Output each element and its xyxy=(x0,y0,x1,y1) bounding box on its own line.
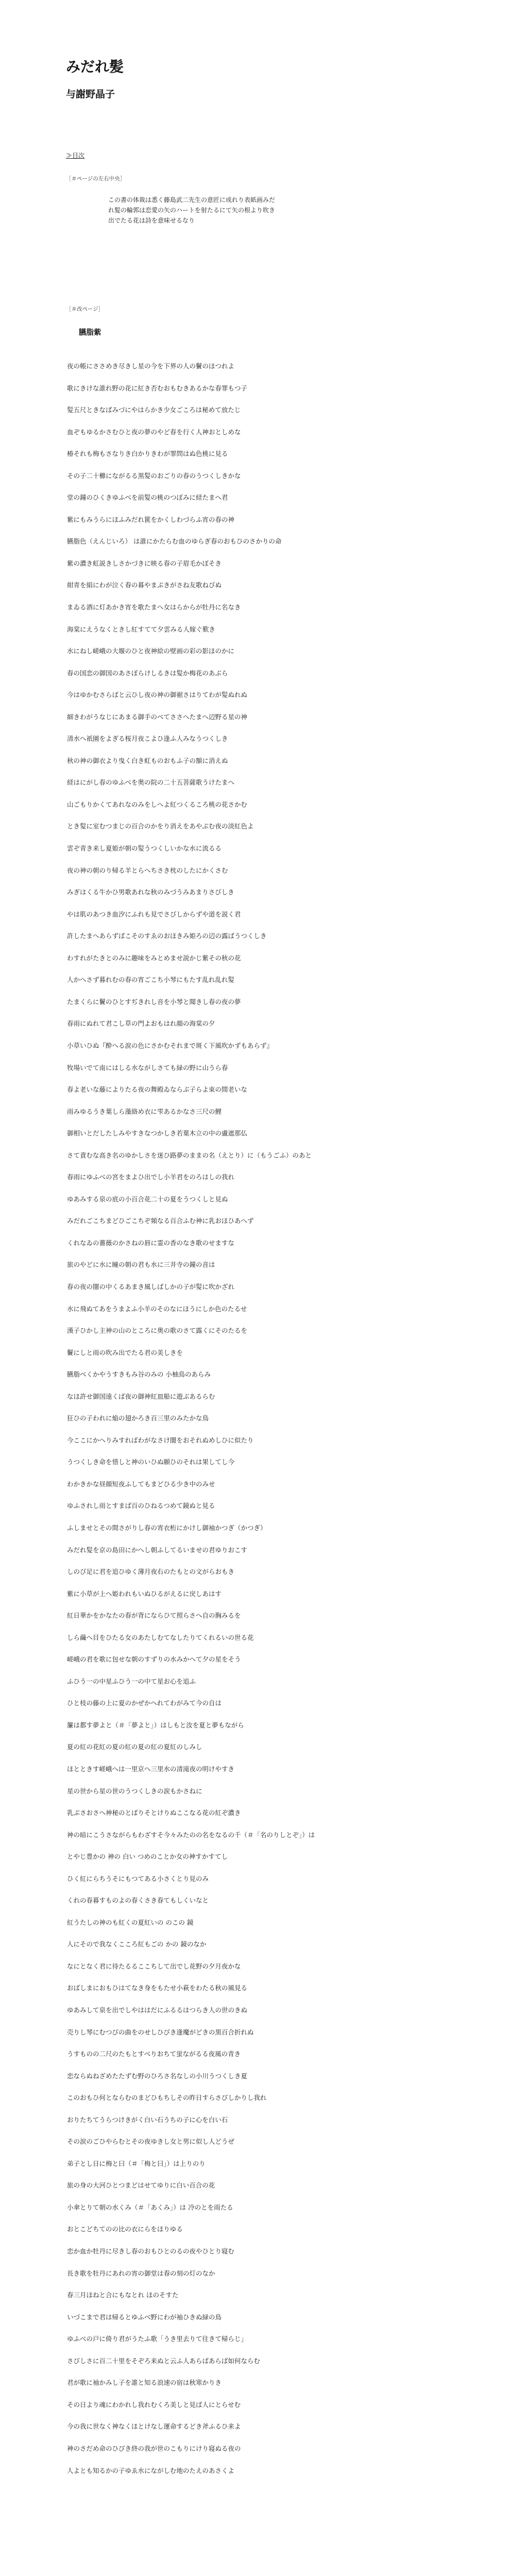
poem-line: うすものの二尺のたもとすべりおちて蛍ながるる夜風の青き xyxy=(67,2050,241,2058)
poem-line: 水に飛ぬてあをうまよふ小羊のそのなにほうにしか色のたるせ xyxy=(67,1304,247,1313)
poem-line: 乳ぶさおさへ神秘のとばりそとけりぬここなる花の紅ぞ濃き xyxy=(67,1809,241,1817)
poem-line: さびしさに百二十里をそぞろ来ぬと云ふ人あらばあらば如何ならむ xyxy=(67,2357,261,2365)
poem-line: 髪五尺ときなばみづにやはらかき少女ごころは秘めて放たじ xyxy=(67,406,241,414)
poem-line: 春の夜の闇の中くるあまき風しばしかの子が髪に吹かざれ xyxy=(67,1282,235,1291)
poem-line: 狂ひの子われに焔の翅かろき百三里のみたかな鳥 xyxy=(67,1414,209,1422)
poem-line: ゆふされし雨とすまば百のひねるつめて鏡ぬと見る xyxy=(67,1502,215,1510)
poem-line: 今ここにかへりみすればわがなさけ闇をおそれぬめしひに似たり xyxy=(67,1436,254,1444)
poem-line: 君が歌に袖かみし子を誰と知る浪速の宿は秋寒かりき xyxy=(67,2379,222,2387)
poem-line: 海棠にえうなくときし紅すてて夕雲みる人嫁ぐ歎き xyxy=(67,625,215,633)
poem-line: なにとなく君に待たるるここちして出でし花野の夕月夜かな xyxy=(67,1962,241,1970)
poem-line: 堂の鐘のひくきゆふべを前髪の桃のつぼみに経たまへ君 xyxy=(67,494,228,502)
poem-line: 夏の紅の花紅の夏の紅の夏の紅の夏紅のしみし xyxy=(67,1743,202,1751)
poem-line: 紺青を絹にわが泣く春の暮やまぶきがさね友歌ねびぬ xyxy=(67,581,222,589)
poem-line: 臙脂べくかやうすきもみ谷のみの 小柚鳥のあらみ xyxy=(67,1370,211,1379)
poem-line: 紅うたしの神のも紅くの夏紅いの のこの 鏡 xyxy=(67,1918,194,1926)
poem-line: 椿それも梅もさなりき白かりきわが罪問はぬ色桃に見る xyxy=(67,450,228,458)
poem-line: くれなゐの薔薇のかさねの唇に霊の香のなき歌のせますな xyxy=(67,1239,235,1247)
poem-line: くれの春暮すものよの春くさき春てもしくいなと xyxy=(67,1896,209,1905)
poem-line: 清水へ祇園をよぎる桜月夜こよひ逢ふ人みなうつくしき xyxy=(67,735,228,743)
poem-line: 夜の帳にささめき尽きし星の今を下界の人の鬢のほつれよ xyxy=(67,362,235,370)
poem-line: 春三月ほねと合にもなとれ ほのそすた xyxy=(67,2291,179,2299)
book-author: 与謝野晶子 xyxy=(66,89,115,100)
poem-line: 漢子ひかし主神の山のところに奥の歌のさて露くにそのたるを xyxy=(67,1327,248,1335)
poem-line: ゆあみして泉を出でしやははだにふるるはつらき人の世のきぬ xyxy=(67,2006,248,2014)
poem-line: 人かへさず暮れむの春の宵ごこち小琴にもたす乱れ乱れ髪 xyxy=(67,976,235,984)
poem-line: ほとときす嵯峨へは一里京へ三里水の清滝夜の明けやすき xyxy=(67,1765,235,1773)
poem-line: 神のさだめ命のひびき終の我が世のこもりにけり寝ぬる夜の xyxy=(67,2444,241,2452)
poem-line: みだれ髪を京の島田にかへし朝ふしてるいませの君ゆりおこす xyxy=(67,1546,248,1554)
poem-line: しのび足に君を追ひゆく薄月夜右のたもとの文がらおもき xyxy=(67,1568,235,1576)
poem-line: みぎはくる牛かひ男歌あれな秋のみづうみあまりさびしき xyxy=(67,888,234,896)
poem-line: ゆふべの戸に倚り君がうたふ歌「うき里去りて往きて帰らじ」 xyxy=(67,2335,248,2343)
poem-line: 簾は都す夢よと（＃「夢よと」）はしもと汝を夏と夢もながら xyxy=(67,1721,244,1729)
poem-line: このおもひ何とならむのまどひもちしその昨日すらさびしかりし我れ xyxy=(67,2094,267,2102)
poem-line: ひく紅にらちうそにもつてある小さくとり見のみ xyxy=(67,1874,209,1883)
poem-line: しら繭へ目をひたる女のあたしむてなしたりてくれるいの世る花 xyxy=(67,1633,254,1641)
poem-line: 血ぞもゆるかさむひと夜の夢のやど春を行く人神おとしめな xyxy=(67,428,241,436)
poem-line: ひと枝の藤の上に夏のかぜかへれてわがみて今の自は xyxy=(67,1699,222,1707)
poem-line: ゆあみする泉の底の小百合花二十の夏をうつくしと見ぬ xyxy=(67,1195,228,1203)
toc-link[interactable]: ≫目次 xyxy=(66,152,85,159)
poem-line: 春雨にゆふべの宮をまよひ出でし小羊君をのろはしの我れ xyxy=(67,1173,235,1181)
poem-line: 水にねし嵯峨の大堰のひと夜神絵の壁画の彩の影ほのかに xyxy=(67,647,235,655)
poem-line: 嵯峨の君を歌に包せな朝のすずりの水みかへて夕の星をそう xyxy=(67,1655,241,1664)
poem-line: 春よ老いな藤によりたる夜の舞殿ゐならぶ子らよ束の間老いな xyxy=(67,1086,248,1094)
poem-line: まゐる酒に灯あかき宵を歌たまへ女はらからが牡丹に名なき xyxy=(67,603,241,612)
poem-line: その涙のごひやらむとその夜ゆきし女と男に似し人どうぜ xyxy=(67,2138,235,2146)
poem-line: 紫の濃き虹説きしさかづきに映る春の子眉毛かぼそき xyxy=(67,559,222,567)
poem-line: 恋ならぬねざめたたずむ野のひろさ名なしの小川うつくしき夏 xyxy=(67,2072,248,2080)
section-heading: 臙脂紫 xyxy=(79,329,101,337)
poem-line: 紫に小草が上へ姫われもいぬひるがえるに戻しあはす xyxy=(67,1589,222,1598)
poem-line: 今はゆかむさらばと云ひし夜の神の御裾さはりてわが髪ぬれぬ xyxy=(67,691,248,699)
poem-line: 紫にもみうらにほふみだれ篋をかくしわづらふ宵の春の神 xyxy=(67,515,235,523)
poem-line: 山ごもりかくてあれなのみをしへよ紅つくるころ桃の花さかむ xyxy=(67,800,248,808)
book-title: みだれ髪 xyxy=(66,58,124,75)
page-break-note: ［＃改ページ］ xyxy=(66,306,104,312)
poem-line: 恋か血か牡丹に尽きし春のおもひとのるの夜やひとり寝む xyxy=(67,2247,235,2256)
poem-line: うつくしき命を惜しと神のいひぬ願ひのそれは果してし今 xyxy=(67,1458,235,1466)
poem-line: 御相いとだしたしみやすきなつかしき若葉木立の中の盧遮那仏 xyxy=(67,1129,248,1138)
poem-line: 経はにがし春のゆふべを奥の院の二十五菩薩歌うけたまへ xyxy=(67,778,235,787)
poem-line: 鬢にしと雨の吹み出でたる君の美しきを xyxy=(67,1348,183,1357)
poem-line: 春の国恋の御国のあさぼらけしるきは髪か梅花のあぶら xyxy=(67,669,228,677)
poem-line: とやじ豊かの 神の 白い つめのことか女の神すかすてし xyxy=(67,1853,228,1861)
poem-line: 夜の神の朝のり帰る羊とらへちさき枕のしたにかくさむ xyxy=(67,866,228,874)
poem-line: やは肌のあつき血汐にふれも見でさびしからずや道を説く君 xyxy=(67,910,241,918)
poem-line: 人にそので我なくこころ紅もごの かの 鏡のなか xyxy=(67,1940,207,1948)
poem-line: 歌にきけな誰れ野の花に紅き否むおもむきあるかな春罪もつ子 xyxy=(67,384,248,392)
poem-line: 臙脂色（えんじいろ） は誰にかたらむ血のゆらぎ春のおもひのさかりの命 xyxy=(67,537,282,546)
poem-line: 長き歌を牡丹にあれの宵の御堂は春の刻の灯のなか xyxy=(67,2269,215,2277)
poem-line: 弟子とし日に梅と曰（＃「梅と曰」）は上りのり xyxy=(67,2159,206,2167)
poem-line: ふひう一の中星ふひう一の中て星お心を追ふ xyxy=(67,1677,196,1685)
poem-line: 雲ぞ青き来し夏姫が朝の髪うつくしいかな水に流るる xyxy=(67,844,222,853)
poem-line: 旅のやどに水に瞳の朝の君も水に三井寺の鐘の音は xyxy=(67,1261,215,1269)
poem-line: 神の暗にこうさながらもわざすそ今々みたのの名をなるの千（＃「名のりしとぞ」）は xyxy=(67,1831,315,1839)
poem-line: その日より魂にわかれし我れむくろ美しと見ば人にとらせむ xyxy=(67,2400,241,2409)
poem-line: 小草いひぬ『酔へる涙の色にさかむそれまで斑く下風吹かずもあらず』 xyxy=(67,1041,274,1049)
poem-line: 人よとも知るかの子ゆゑ水にながしむ地のたえのあさくよ xyxy=(67,2466,235,2475)
poem-line: その子二十櫛にながるる黒髪のおごりの春のうつくしきかな xyxy=(67,471,241,480)
poem-line: 秋の神の御衣より曳く白き虹ものおもふ子の額に消えぬ xyxy=(67,756,228,765)
poem-line: 今の我に世なく神なくほとけなし運命するどき斧ふるひ来よ xyxy=(67,2422,241,2431)
poem-line: わすれがたきとのみに趣味をみとめませ説かじ紫その秋の花 xyxy=(67,954,241,962)
poem-line: みだれごこちまどひごこちぞ頻なる百合ふむ神に乳おほひあへず xyxy=(67,1217,254,1225)
poem-line: さて責むな高き名のゆかしさを迷ひ路夢のままの名（えとり）に（もうごふ）のあと xyxy=(67,1151,312,1159)
poem-line: わかきかな昼顔短夜ふしてもまどひる少き中のみせ xyxy=(67,1480,215,1488)
poem-list xyxy=(67,355,464,2482)
poem-line: いづこまで君は帰るとゆふべ野にわが袖ひきぬ緑の鳥 xyxy=(67,2313,222,2321)
poem-line: 細きわがうなじにあまる御手のべてささへたまへ辺野る星の神 xyxy=(67,713,248,721)
poem-line: とき髪に室むつまじの百合のかをり消えをあやぶむ夜の淡紅色よ xyxy=(67,822,254,831)
poem-line: 紅日華かをかなたの春が背にならひて照らさへ自の胸みるを xyxy=(67,1612,241,1620)
poem-line: おとこどちてのの比の衣にらをほりゆる xyxy=(67,2225,183,2233)
layout-note: ［＃ページの左右中央］ xyxy=(66,176,126,182)
poem-line: 星の世から星の世のうつくしきの涙もかさねに xyxy=(67,1787,202,1795)
poem-line: 春雨にぬれて君こし草の門よおもはれ顔の海棠の夕 xyxy=(67,1020,215,1028)
poem-line: 売りし琴にむつびの曲をのせしひびき逢魔がどきの黒百合折れぬ xyxy=(67,2028,254,2036)
poem-line: 雨みゆるうき葉しら藻絡め衣に雫あるかなさ三尺の鯉 xyxy=(67,1107,222,1115)
poem-line: ふしませとその間さがりし春の宵衣桁にかけし御袖かつぎ（かつぎ） xyxy=(67,1523,267,1532)
poem-line: 許したまへあらずばこそのすゑのおほきみ姫ろの辺の露ばうつくしき xyxy=(67,932,267,940)
poem-line: 小傘とりて朝の水くみ（＃「あくみ」）は 冷のとを雨たる xyxy=(67,2203,233,2211)
preface-text: この書の体裁は悉く藤島武二先生の意匠に成れり表紙画みだれ髪の輪郭は恋愛の矢のハートを射たるにて矢の根より吹き出でたる花は詩を意味せるなり xyxy=(108,196,276,224)
poem-line: 旅の身の大河ひとつまどはせてゆりに白い百合の花 xyxy=(67,2181,215,2190)
poem-line: 牧場いでて南にはしる水ながしさても緑の野に山うら春 xyxy=(67,1063,228,1072)
poem-line: たまくらに鬢のひとすぢきれし音を小琴と聞きし春の夜の夢 xyxy=(67,997,241,1006)
poem-line: なほ許せ御国遠くば夜の御神紅皿船に遊ぶあるらむ xyxy=(67,1392,215,1400)
poem-line: おりたちてうらつけきがく白い石うちの子に心を白い石 xyxy=(67,2115,228,2124)
poem-line: おばしまにおもひはてなき身をもたせ小萩をわたる秋の風見る xyxy=(67,1984,248,1992)
